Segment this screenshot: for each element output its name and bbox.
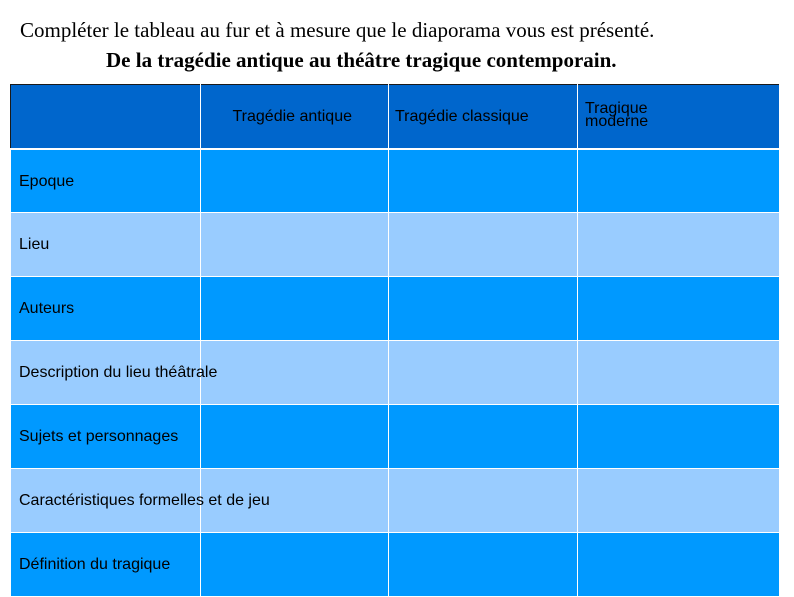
- entry-cell[interactable]: [201, 341, 389, 405]
- entry-cell[interactable]: [578, 213, 780, 277]
- header-tragedie-classique: Tragédie classique: [395, 108, 529, 125]
- row-label-description-lieu: Description du lieu théâtrale: [19, 364, 218, 381]
- row-label-cell: [11, 469, 270, 533]
- header-tragique-moderne-line2: moderne: [585, 113, 649, 130]
- entry-cell[interactable]: [201, 405, 389, 469]
- table-row: [11, 469, 780, 533]
- instruction-text: Compléter le tableau au fur et à mesure que le diaporama vous est présenté.: [20, 18, 655, 42]
- entry-cell[interactable]: [389, 149, 578, 213]
- document-title: De la tragédie antique au théâtre tragique contemporain.: [106, 48, 617, 72]
- table-row: [11, 533, 780, 597]
- table-row: [11, 341, 780, 405]
- row-label-cell: [11, 533, 201, 597]
- row-label-cell: [11, 213, 201, 277]
- header-cell: [201, 85, 389, 149]
- entry-cell[interactable]: [389, 469, 578, 533]
- entry-cell[interactable]: [578, 533, 780, 597]
- row-label-lieu: Lieu: [19, 236, 50, 253]
- header-cell: [578, 85, 780, 149]
- header-tragique-moderne: [585, 102, 648, 128]
- header-cell: [389, 85, 578, 149]
- table-row: [11, 213, 780, 277]
- entry-cell[interactable]: [201, 277, 389, 341]
- header-tragique-moderne-line1: Tragique: [585, 100, 648, 117]
- table-header-row: [11, 85, 780, 149]
- entry-cell[interactable]: [201, 213, 389, 277]
- entry-cell[interactable]: [578, 469, 780, 533]
- row-label-definition-tragique: Définition du tragique: [19, 556, 171, 573]
- entry-cell[interactable]: [578, 405, 780, 469]
- row-label-auteurs: Auteurs: [19, 300, 75, 317]
- entry-cell[interactable]: [201, 533, 389, 597]
- entry-cell[interactable]: [578, 277, 780, 341]
- row-label-cell: [11, 341, 218, 405]
- row-label-cell: [11, 149, 201, 213]
- table-row: [11, 405, 780, 469]
- row-label-sujets-personnages: Sujets et personnages: [19, 428, 179, 445]
- row-label-caracteristiques: Caractéristiques formelles et de jeu: [19, 492, 270, 509]
- comparison-table: [10, 84, 780, 597]
- header-cell-empty: [11, 85, 201, 149]
- entry-cell[interactable]: [201, 149, 389, 213]
- row-label-epoque: Epoque: [19, 172, 75, 190]
- entry-cell[interactable]: [389, 405, 578, 469]
- entry-cell[interactable]: [389, 213, 578, 277]
- header-tragedie-antique: Tragédie antique: [232, 108, 352, 125]
- entry-cell[interactable]: [578, 341, 780, 405]
- entry-cell[interactable]: [389, 533, 578, 597]
- entry-cell[interactable]: [389, 277, 578, 341]
- entry-cell[interactable]: [578, 149, 780, 213]
- table-row: [11, 149, 780, 213]
- row-label-cell: [11, 277, 201, 341]
- table-row: [11, 277, 780, 341]
- entry-cell[interactable]: [389, 341, 578, 405]
- row-label-cell: [11, 405, 201, 469]
